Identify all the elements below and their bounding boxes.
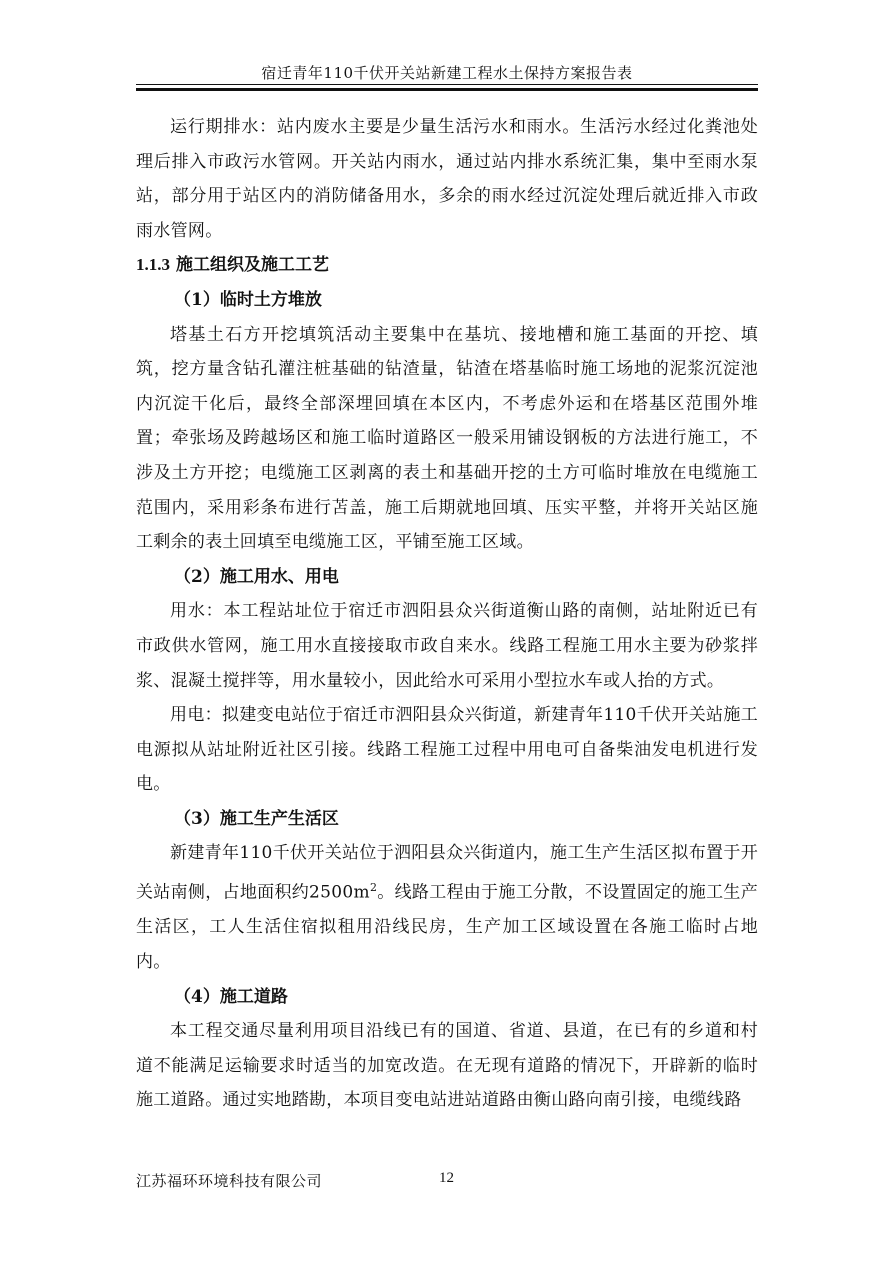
subsection-heading-4: （4）施工道路 [174, 986, 288, 1007]
subsection-heading-2: （2）施工用水、用电 [174, 566, 339, 587]
subsection-heading-1: （1）临时土方堆放 [174, 289, 322, 310]
paragraph-construction-roads: 本工程交通尽量利用项目沿线已有的国道、省道、县道，在已有的乡道和村道不能满足运输要求时适当的加宽改造。在无现有道路的情况下，开辟新的临时施工道路。通过实地踏勘，本项目变电站进站道路由衡山路向南引接，电缆线路 [136, 1021, 758, 1111]
footer-company-name: 江苏福环环境科技有限公司 [136, 1172, 323, 1190]
section-number: 1.1.3 [136, 255, 170, 275]
living-area-text-a: 新建青年110千伏开关站位于泗阳县众兴街道内，施工生产生活区拟布置于开关站南侧，占地面积约2500m [136, 843, 758, 903]
header-rule-thin [136, 84, 758, 85]
section-title: 施工组织及施工工艺 [176, 255, 329, 276]
living-area-text-b: 。线路工程由于施工分散，不设置固定的施工生产生活区，工人生活住宿拟租用沿线民房，生产加工区域设置在各施工临时占地内。 [136, 882, 758, 972]
paragraph-power-supply: 用电：拟建变电站位于宿迁市泗阳县众兴街道，新建青年110千伏开关站施工电源拟从站址附近社区引接。线路工程施工过程中用电可自备柴油发电机进行发电。 [136, 705, 758, 795]
paragraph-runoff-drainage: 运行期排水：站内废水主要是少量生活污水和雨水。生活污水经过化粪池处理后排入市政污水管网。开关站内雨水，通过站内排水系统汇集，集中至雨水泵站，部分用于站区内的消防储备用水，多余的雨水经过沉淀处理后就近排入市政雨水管网。 [136, 117, 758, 241]
subsection-heading-3: （3）施工生产生活区 [174, 808, 339, 829]
paragraph-living-area [136, 836, 758, 979]
area-unit-superscript: 2 [369, 881, 378, 895]
paragraph-water-supply: 用水：本工程站址位于宿迁市泗阳县众兴街道衡山路的南侧，站址附近已有市政供水管网，施工用水直接接取市政自来水。线路工程施工用水主要为砂浆拌浆、混凝土搅拌等，用水量较小，因此给水可采用小型拉水车或人抬的方式。 [136, 601, 758, 691]
body-content [136, 110, 758, 1118]
header-rule-thick [136, 88, 758, 91]
footer-page-number: 12 [439, 1170, 454, 1186]
paragraph-temporary-earthwork: 塔基土石方开挖填筑活动主要集中在基坑、接地槽和施工基面的开挖、填筑，挖方量含钻孔灌注桩基础的钻渣量，钻渣在塔基临时施工场地的泥浆沉淀池内沉淀干化后，最终全部深埋回填在本区内，不考虑外运和在塔基区范围外堆置；牵张场及跨越场区和施工临时道路区一般采用铺设钢板的方法进行施工，不涉及土方开挖；电缆施工区剥离的表土和基础开挖的土方可临时堆放在电缆施工范围内，采用彩条布进行苫盖，施工后期就地回填、压实平整，并将开关站区施工剩余的表土回填至电缆施工区，平铺至施工区域。 [136, 324, 758, 553]
page-header-title: 宿迁青年110千伏开关站新建工程水土保持方案报告表 [261, 64, 633, 82]
section-heading [136, 248, 758, 283]
